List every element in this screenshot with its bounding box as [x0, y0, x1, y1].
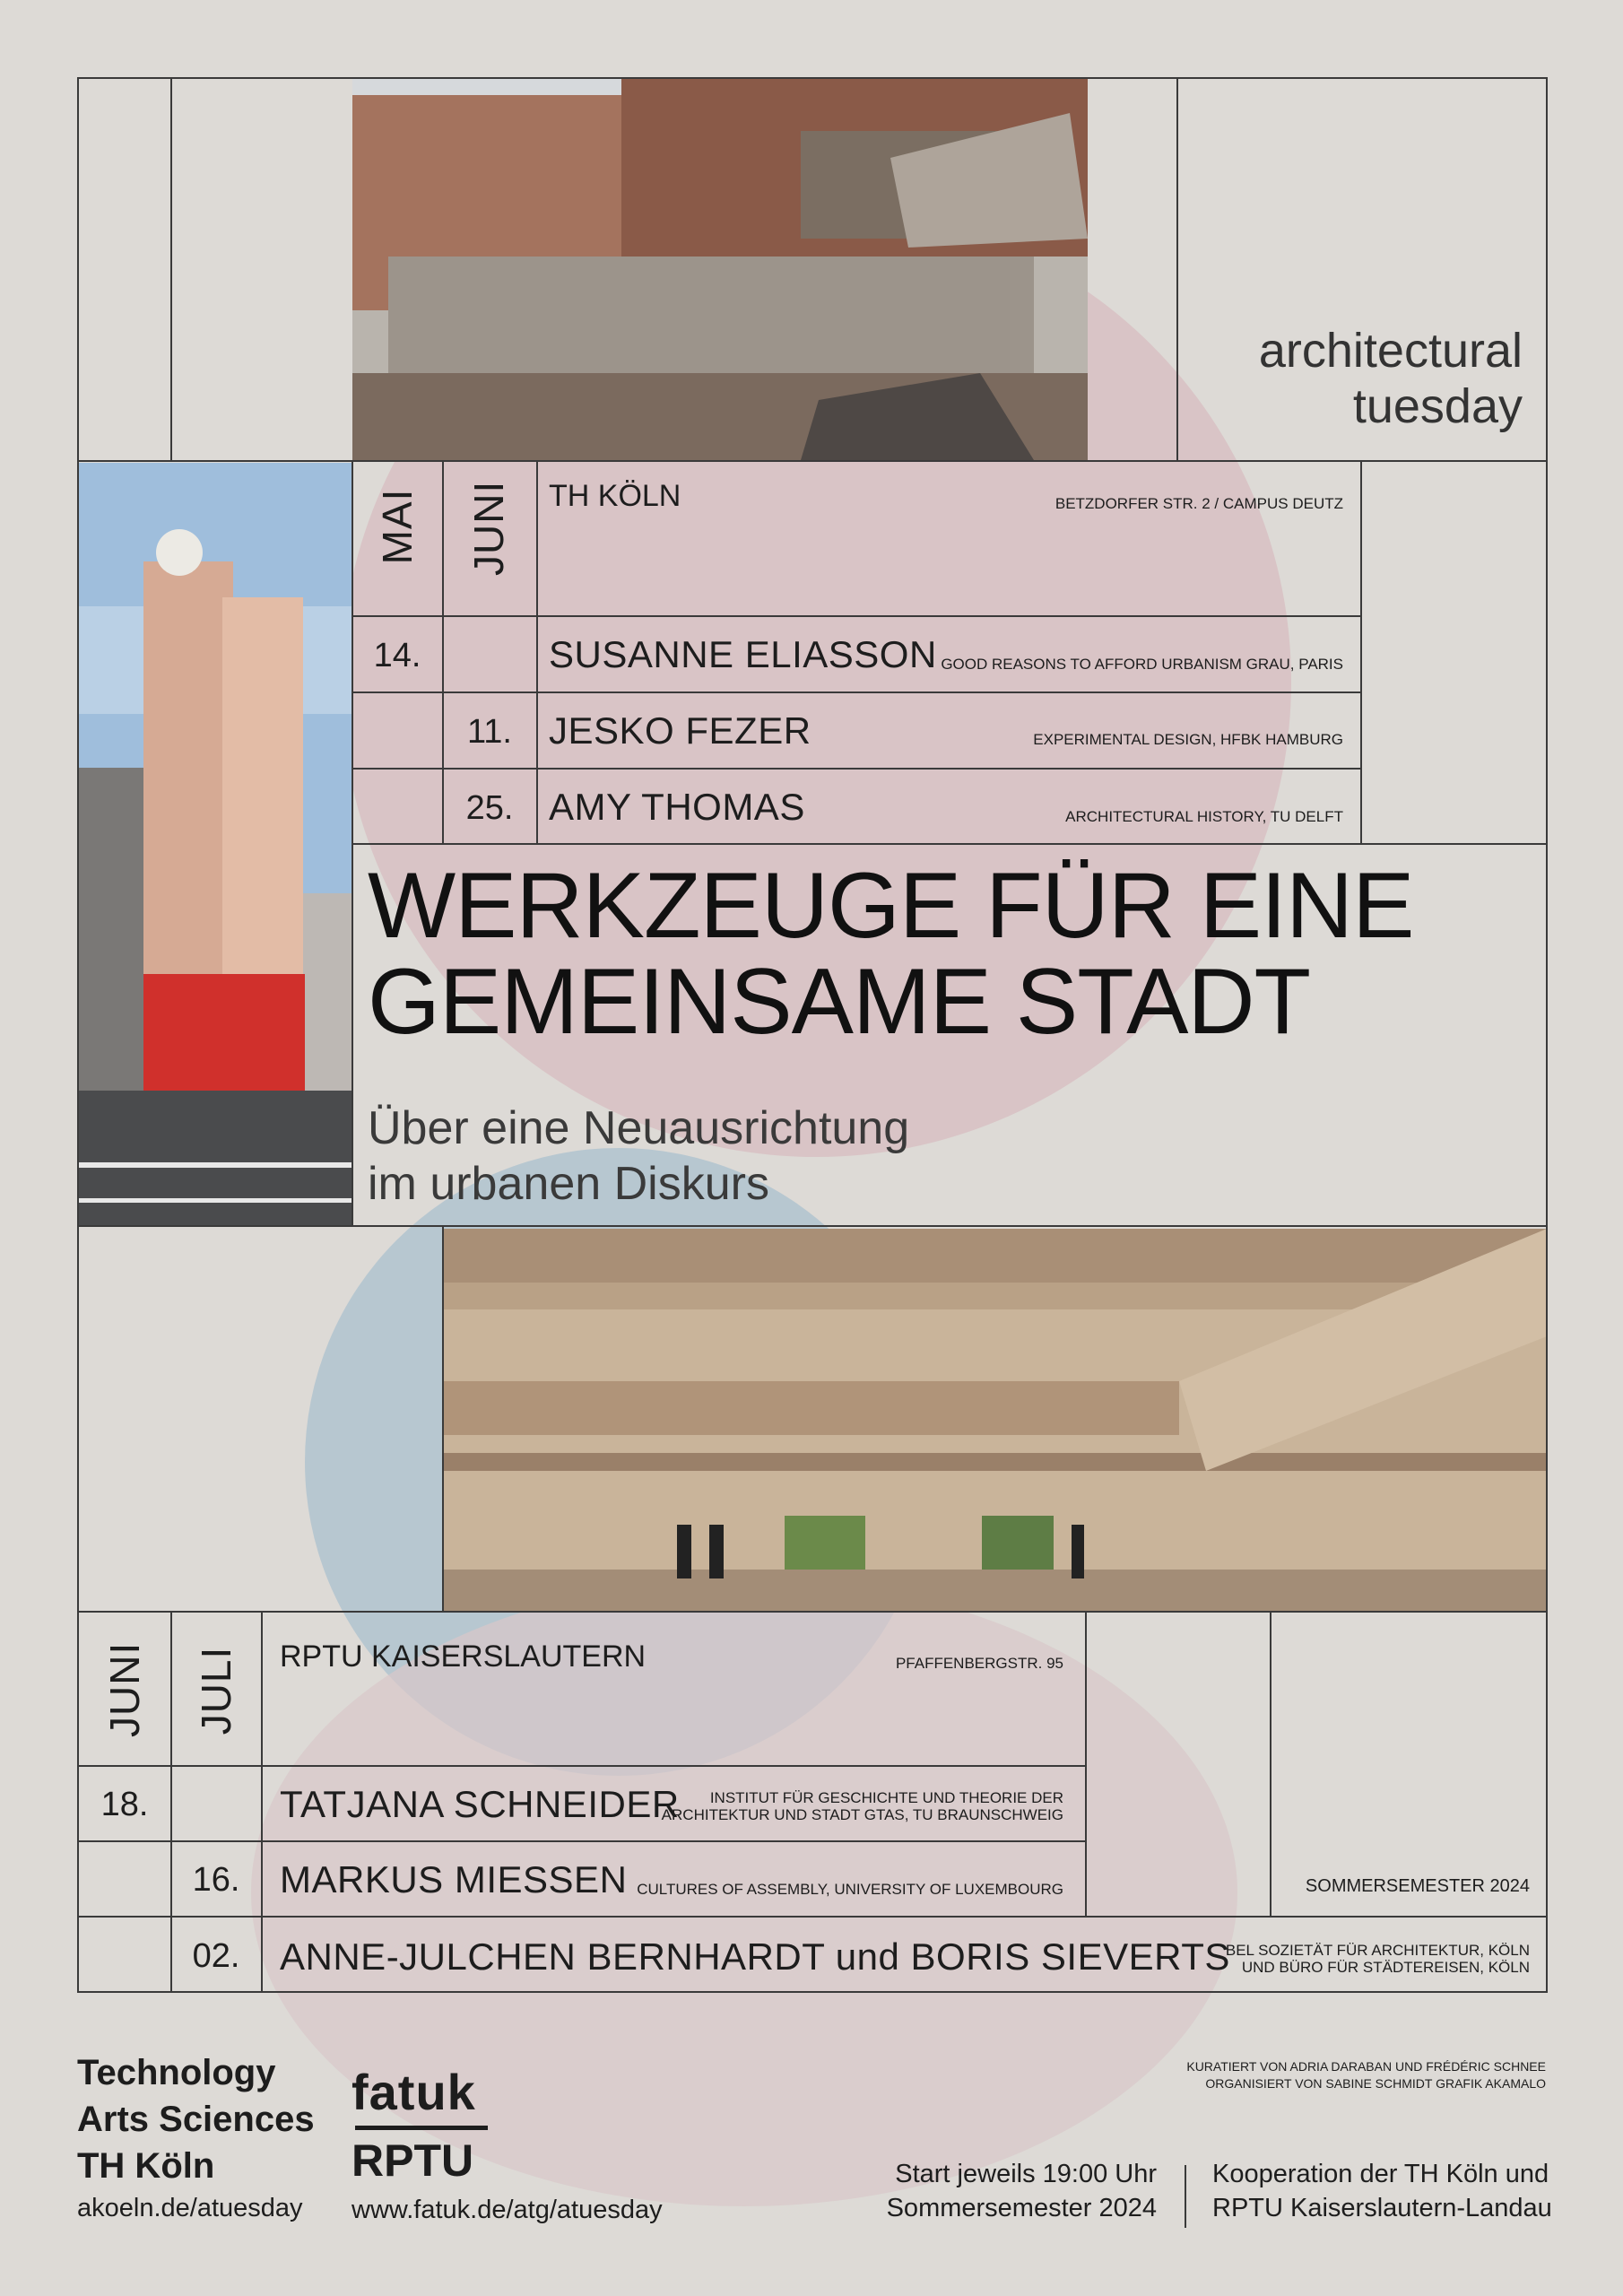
affil-eliasson: GOOD REASONS TO AFFORD URBANISM GRAU, PARIS — [941, 656, 1343, 673]
headline-line-2: GEMEINSAME STADT — [368, 950, 1311, 1054]
footer-divider — [1185, 2165, 1186, 2228]
cooperation-line-2: RPTU Kaiserslautern-Landau — [1212, 2194, 1552, 2222]
cooperation-line-1: Kooperation der TH Köln und — [1212, 2160, 1549, 2188]
affil-thomas: ARCHITECTURAL HISTORY, TU DELFT — [1065, 808, 1343, 825]
rptu-logo: RPTU — [352, 2135, 474, 2186]
date-juni-11: 11. — [466, 713, 512, 751]
start-time-text: Start jeweils 19:00 Uhr — [895, 2160, 1157, 2188]
logo-line-arts-sciences: Arts Sciences — [77, 2100, 315, 2139]
date-juli-02: 02. — [192, 1937, 240, 1975]
headline-line-1: WERKZEUGE FÜR EINE — [368, 854, 1414, 958]
th-koeln-logo — [77, 2049, 315, 2189]
logo-line-th-koeln: TH Köln — [77, 2146, 215, 2186]
date-juli-16: 16. — [192, 1861, 240, 1899]
venue-th-koeln: TH KÖLN — [549, 479, 681, 513]
speaker-thomas: AMY THOMAS — [549, 786, 805, 828]
affil-bernhardt-sieverts: BEL SOZIETÄT FÜR ARCHITEKTUR, KÖLN UND BÜRO FÜR STÄDTEREISEN, KÖLN — [1225, 1942, 1530, 1976]
credits-organised: ORGANISIERT VON SABINE SCHMIDT GRAFIK AKAMALO — [1205, 2076, 1546, 2091]
logo-divider — [355, 2126, 488, 2130]
semester-label: SOMMERSEMESTER 2024 — [1305, 1876, 1530, 1896]
affil-fezer: EXPERIMENTAL DESIGN, HFBK HAMBURG — [1033, 731, 1343, 748]
venue-address-2: PFAFFENBERGSTR. 95 — [895, 1655, 1063, 1672]
affil-miessen: CULTURES OF ASSEMBLY, UNIVERSITY OF LUXEMBOURG — [637, 1881, 1063, 1898]
month-label-juni: JUNI — [465, 480, 512, 576]
thk-url-link[interactable]: akoeln.de/atuesday — [77, 2194, 303, 2222]
month-label-juni-2: JUNI — [101, 1641, 148, 1737]
fatuk-url-link[interactable]: www.fatuk.de/atg/atuesday — [352, 2196, 663, 2224]
semester-footer-text: Sommersemester 2024 — [886, 2194, 1157, 2222]
month-label-juli: JULI — [193, 1646, 239, 1735]
month-label-mai: MAI — [374, 488, 421, 565]
subtitle-line-1: Über eine Neuausrichtung — [368, 1102, 910, 1154]
speaker-bernhardt-sieverts: ANNE-JULCHEN BERNHARDT und BORIS SIEVERTS — [280, 1935, 1230, 1978]
venue-address-1: BETZDORFER STR. 2 / CAMPUS DEUTZ — [1055, 495, 1343, 512]
credits-curated: KURATIERT VON ADRIA DARABAN UND FRÉDÉRIC SCHNEE — [1186, 2059, 1546, 2074]
fatuk-logo: fatuk — [352, 2064, 476, 2120]
speaker-schneider: TATJANA SCHNEIDER — [280, 1783, 680, 1825]
venue-rptu: RPTU KAISERSLAUTERN — [280, 1639, 647, 1674]
date-mai-14: 14. — [373, 637, 421, 674]
date-juni-18: 18. — [100, 1786, 149, 1823]
speaker-eliasson: SUSANNE ELIASSON — [549, 633, 937, 675]
speaker-fezer: JESKO FEZER — [549, 709, 812, 752]
series-title: architectural tuesday — [1258, 324, 1523, 433]
speaker-miessen: MARKUS MIESSEN — [280, 1858, 628, 1900]
subtitle-line-2: im urbanen Diskurs — [368, 1158, 769, 1210]
affil-schneider: INSTITUT FÜR GESCHICHTE UND THEORIE DER ARCHITEKTUR UND STADT GTAS, TU BRAUNSCHWEIG — [661, 1789, 1063, 1823]
date-juni-25: 25. — [465, 789, 514, 827]
logo-line-technology: Technology — [77, 2053, 276, 2092]
